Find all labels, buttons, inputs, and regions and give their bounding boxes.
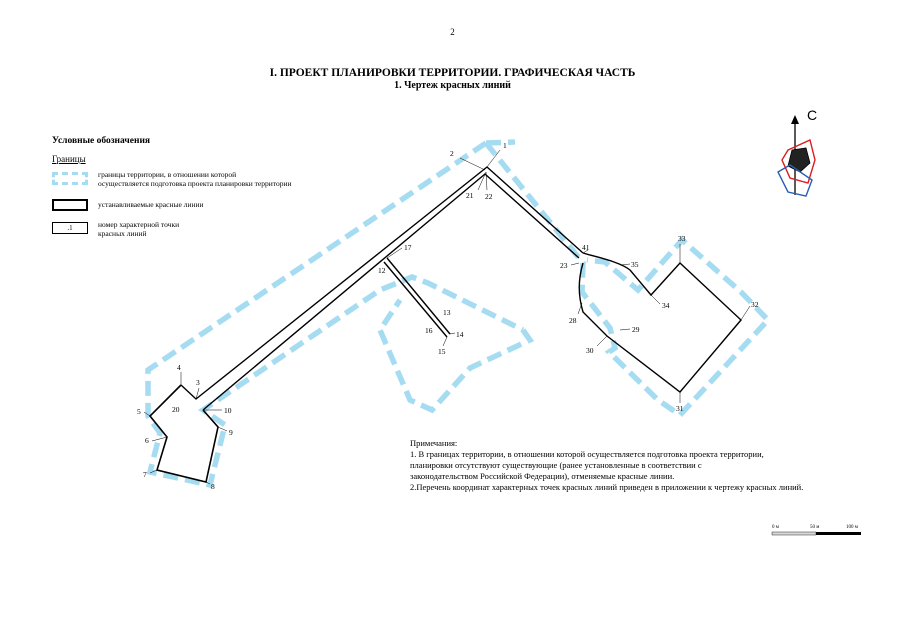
leader-2 — [460, 158, 485, 170]
point-label-4: 4 — [177, 363, 181, 372]
legend-item-boundary-line2: осуществляется подготовка проекта планировки территории — [98, 179, 292, 188]
legend-title: Условные обозначения — [52, 136, 151, 146]
leader-30 — [597, 336, 607, 346]
point-label-20: 20 — [172, 405, 180, 414]
point-label-35: 35 — [631, 260, 639, 269]
point-leader-lines — [144, 150, 750, 484]
point-label-10: 10 — [224, 406, 232, 415]
legend-point-symbol: .1 — [52, 222, 88, 234]
note-line-1: 1. В границах территории, в отношении которой осуществляется подготовка проекта территории, — [410, 449, 764, 459]
scale-bar-segment-1 — [772, 532, 816, 535]
leader-21 — [478, 172, 486, 190]
point-label-41: 41 — [582, 243, 590, 252]
legend-item-point-line2: красных линий — [98, 229, 147, 238]
leader-23 — [571, 263, 579, 265]
leader-15 — [443, 337, 447, 346]
notes-block — [410, 438, 890, 493]
point-label-5: 5 — [137, 407, 141, 416]
scale-bar — [772, 525, 861, 535]
compass-black-area — [788, 148, 810, 172]
scale-label-0: 0 м — [772, 525, 779, 530]
leader-32 — [741, 306, 750, 320]
page-title: I. ПРОЕКТ ПЛАНИРОВКИ ТЕРРИТОРИИ. ГРАФИЧЕСКАЯ ЧАСТЬ — [269, 67, 636, 79]
point-label-12: 12 — [378, 266, 386, 275]
scale-bar-segment-2 — [816, 532, 861, 535]
territory-boundary-east-link — [486, 142, 515, 143]
territory-boundary-inner — [486, 143, 768, 415]
north-letter: С — [807, 107, 818, 123]
red-lines — [150, 167, 741, 482]
north-compass — [778, 107, 817, 196]
point-label-33: 33 — [678, 234, 686, 243]
point-label-1: 1 — [503, 141, 507, 150]
point-label-29: 29 — [632, 325, 640, 334]
legend-item-point-line1: номер характерной точки — [98, 220, 180, 229]
note-line-2: планировки отсутствуют существующие (ранее установленные в соответствии с — [410, 460, 702, 470]
leader-6 — [152, 437, 167, 441]
leader-34 — [651, 295, 660, 304]
territory-boundary — [148, 142, 768, 485]
point-label-8: 8 — [211, 482, 215, 491]
point-label-34: 34 — [662, 301, 670, 310]
point-label-28: 28 — [569, 316, 577, 325]
page-number: 2 — [450, 27, 455, 37]
legend-group-label: Границы — [52, 154, 86, 164]
point-label-23: 23 — [560, 261, 568, 270]
drawing-subtitle: 1. Чертеж красных линий — [394, 80, 511, 91]
point-label-32: 32 — [751, 300, 759, 309]
point-label-15: 15 — [438, 347, 446, 356]
point-label-21: 21 — [466, 191, 474, 200]
point-label-9: 9 — [229, 428, 233, 437]
point-label-17: 17 — [404, 243, 412, 252]
legend-item-boundary-line1: границы территории, в отношении которой — [98, 170, 237, 179]
red-line-branch-a — [387, 258, 450, 334]
leader-29 — [620, 329, 630, 330]
notes-heading: Примечания: — [410, 438, 458, 448]
point-label-16: 16 — [425, 326, 433, 335]
leader-14 — [450, 333, 455, 334]
note-line-3: законодательством Российской Федерации), отменяемые красные линии. — [410, 471, 675, 481]
point-label-2: 2 — [450, 149, 454, 158]
scale-label-50: 50 м — [810, 525, 820, 530]
point-label-3: 3 — [196, 378, 200, 387]
territory-boundary-south — [380, 300, 530, 410]
point-label-31: 31 — [676, 404, 684, 413]
point-label-7: 7 — [143, 470, 147, 479]
legend-item-red-line: устанавливаемые красные линии — [98, 200, 204, 209]
scale-label-100: 100 м — [846, 525, 858, 530]
note-line-4: 2.Перечень координат характерных точек красных линий приведен в приложении к чертежу красных линий. — [410, 482, 804, 492]
red-line-branch-b — [384, 262, 447, 337]
point-label-13: 13 — [443, 308, 451, 317]
point-label-22: 22 — [485, 192, 493, 201]
point-label-30: 30 — [586, 346, 594, 355]
leader-9 — [218, 427, 227, 431]
point-label-6: 6 — [145, 436, 149, 445]
north-arrow-head — [791, 115, 799, 124]
red-line-corridor-a — [181, 167, 583, 399]
point-label-14: 14 — [456, 330, 464, 339]
